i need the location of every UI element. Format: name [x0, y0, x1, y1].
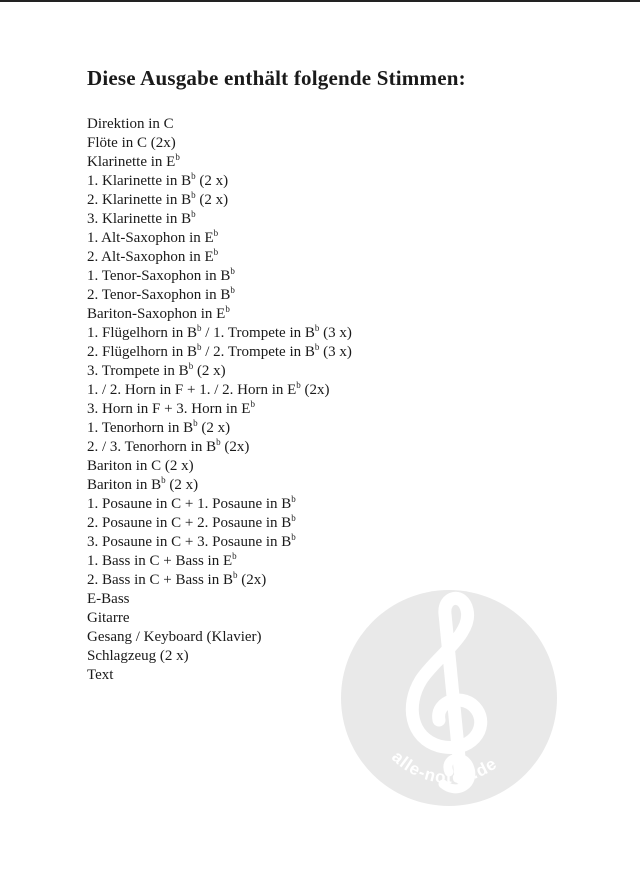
- flat-superscript: b: [197, 323, 202, 333]
- flat-superscript: b: [191, 190, 196, 200]
- voice-text: Klarinette in E: [87, 154, 176, 170]
- voice-text: (2 x): [195, 192, 229, 208]
- voice-item: [87, 514, 352, 533]
- watermark-text: alle-noten.de: [388, 747, 501, 788]
- watermark-logo: [339, 588, 559, 808]
- voice-item: [87, 267, 352, 286]
- voice-text: (2 x): [165, 477, 199, 493]
- voice-text: 1. / 2. Horn in F + 1. / 2. Horn in E: [87, 382, 297, 398]
- voice-text: (2 x): [193, 363, 226, 379]
- voice-item: [87, 476, 352, 495]
- flat-superscript: b: [213, 228, 219, 238]
- voice-item: [87, 533, 352, 552]
- voice-item: [87, 590, 352, 609]
- voice-text: 2. / 3. Tenorhorn in B: [87, 439, 217, 455]
- flat-superscript: b: [296, 380, 301, 390]
- voice-item: [87, 191, 352, 210]
- flat-superscript: b: [216, 437, 221, 447]
- voice-item: [87, 153, 352, 172]
- flat-superscript: b: [191, 171, 196, 181]
- voice-item: [87, 628, 352, 647]
- flat-superscript: b: [232, 570, 238, 580]
- voice-text: (3 x): [319, 325, 352, 341]
- voice-list: [87, 115, 352, 685]
- flat-superscript: b: [225, 304, 230, 314]
- voice-text: Text: [87, 667, 114, 683]
- voice-text: (2x): [300, 382, 330, 398]
- flat-superscript: b: [188, 361, 194, 371]
- voice-item: [87, 381, 352, 400]
- voice-item: [87, 286, 352, 305]
- voice-text: 2. Flügelhorn in B: [87, 344, 198, 360]
- flat-superscript: b: [250, 399, 255, 409]
- voice-item: [87, 495, 352, 514]
- voice-text: (2x): [220, 439, 250, 455]
- voice-text: 1. Flügelhorn in B: [87, 325, 198, 341]
- voice-text: 1. Alt-Saxophon in E: [87, 230, 214, 246]
- voice-item: [87, 400, 352, 419]
- flat-superscript: b: [314, 323, 320, 333]
- voice-item: [87, 134, 352, 153]
- voice-text: Schlagzeug (2 x): [87, 648, 189, 664]
- voice-item: [87, 248, 352, 267]
- flat-superscript: b: [291, 513, 296, 523]
- flat-superscript: b: [197, 342, 202, 352]
- voice-item: [87, 647, 352, 666]
- flat-superscript: b: [161, 475, 166, 485]
- voice-text: 1. Tenorhorn in B: [87, 420, 194, 436]
- voice-item: [87, 419, 352, 438]
- flat-superscript: b: [175, 152, 180, 162]
- voice-item: [87, 343, 352, 362]
- voice-item: [87, 324, 352, 343]
- flat-superscript: b: [230, 266, 235, 276]
- flat-superscript: b: [193, 418, 198, 428]
- voice-text: / 2. Trompete in B: [201, 344, 315, 360]
- voice-text: 2. Alt-Saxophon in E: [87, 249, 214, 265]
- voice-text: E-Bass: [87, 591, 130, 607]
- voice-item: [87, 210, 352, 229]
- voice-text: 2. Bass in C + Bass in B: [87, 572, 233, 588]
- flat-superscript: b: [230, 285, 235, 295]
- voice-text: 1. Tenor-Saxophon in B: [87, 268, 231, 284]
- voice-text: Bariton-Saxophon in E: [87, 306, 226, 322]
- page-heading: Diese Ausgabe enthält folgende Stimmen:: [87, 66, 466, 90]
- voice-item: [87, 305, 352, 324]
- voice-item: [87, 229, 352, 248]
- flat-superscript: b: [291, 494, 296, 504]
- voice-text: Bariton in B: [87, 477, 162, 493]
- voice-text: (2 x): [197, 420, 231, 436]
- voice-text: 1. Klarinette in B: [87, 173, 192, 189]
- voice-item: [87, 666, 352, 685]
- flat-superscript: b: [191, 209, 196, 219]
- voice-item: [87, 172, 352, 191]
- flat-superscript: b: [314, 342, 320, 352]
- voice-text: (2 x): [195, 173, 229, 189]
- voice-text: (3 x): [319, 344, 352, 360]
- voice-text: Bariton in C (2 x): [87, 458, 194, 474]
- voice-text: 2. Tenor-Saxophon in B: [87, 287, 231, 303]
- voice-item: [87, 457, 352, 476]
- voice-text: 3. Klarinette in B: [87, 211, 192, 227]
- voice-item: [87, 552, 352, 571]
- voice-text: 3. Posaune in C + 3. Posaune in B: [87, 534, 292, 550]
- flat-superscript: b: [232, 551, 237, 561]
- voice-item: [87, 609, 352, 628]
- voice-text: 2. Posaune in C + 2. Posaune in B: [87, 515, 292, 531]
- voice-text: 2. Klarinette in B: [87, 192, 192, 208]
- voice-text: 1. Bass in C + Bass in E: [87, 553, 233, 569]
- voice-item: [87, 115, 352, 134]
- voice-text: (2x): [237, 572, 267, 588]
- voice-item: [87, 438, 352, 457]
- flat-superscript: b: [291, 532, 296, 542]
- voice-text: 3. Trompete in B: [87, 363, 189, 379]
- flat-superscript: b: [213, 247, 219, 257]
- top-rule: [0, 0, 640, 2]
- voice-item: [87, 362, 352, 381]
- voice-text: Gesang / Keyboard (Klavier): [87, 629, 262, 645]
- voice-text: Gitarre: [87, 610, 130, 626]
- voice-text: Flöte in C (2x): [87, 135, 176, 151]
- voice-item: [87, 571, 352, 590]
- voice-text: / 1. Trompete in B: [201, 325, 315, 341]
- voice-text: 3. Horn in F + 3. Horn in E: [87, 401, 251, 417]
- voice-text: Direktion in C: [87, 116, 174, 132]
- voice-text: 1. Posaune in C + 1. Posaune in B: [87, 496, 292, 512]
